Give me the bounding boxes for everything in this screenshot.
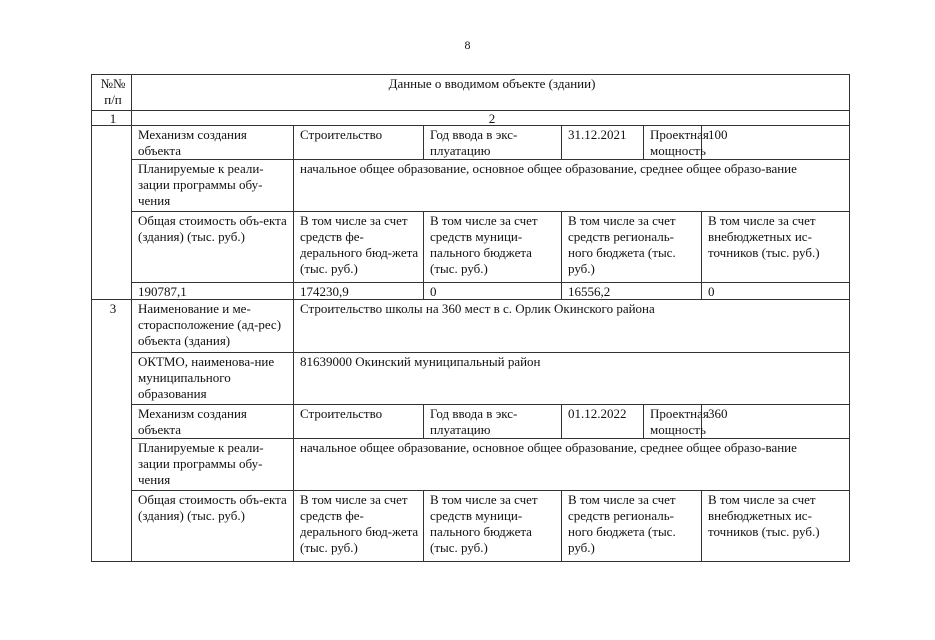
index-1-cell: 1 <box>92 111 132 126</box>
block3-number-cell: 3 <box>92 300 132 562</box>
block3-mechanism-value: Строительство <box>294 405 424 439</box>
block1-capacity-value: 100 <box>702 126 850 160</box>
block1-federal-value: 174230,9 <box>294 283 424 300</box>
block3-programs-value: начальное общее образование, основное общее образование, среднее общее образо-вание <box>294 439 850 491</box>
block3-federal-label: В том числе за счет средств фе-дерального бюд-жета (тыс. руб.) <box>294 491 424 562</box>
block3-name-row <box>92 300 850 353</box>
block3-name-label: Наименование и ме-сторасположение (ад-рес) объекта (здания) <box>132 300 294 353</box>
block1-cost-values-row <box>92 283 850 300</box>
block3-mechanism-row <box>92 405 850 439</box>
block1-number-cell <box>92 126 132 300</box>
table-header-row <box>92 75 850 111</box>
block3-oktmo-label: ОКТМО, наименова-ние муниципального образования <box>132 353 294 405</box>
block1-programs-label: Планируемые к реали-зации программы обу-чения <box>132 160 294 212</box>
block3-regional-label: В том числе за счет средств региональ-ного бюджета (тыс. руб.) <box>562 491 702 562</box>
block1-extra-label: В том числе за счет внебюджетных ис-точников (тыс. руб.) <box>702 212 850 283</box>
block3-capacity-value: 360 <box>702 405 850 439</box>
block3-programs-label: Планируемые к реали-зации программы обу-чения <box>132 439 294 491</box>
block1-cost-labels-row <box>92 212 850 283</box>
block1-regional-value: 16556,2 <box>562 283 702 300</box>
block1-municipal-label: В том числе за счет средств муници-пального бюджета (тыс. руб.) <box>424 212 562 283</box>
block1-cost-label: Общая стоимость объ-екта (здания) (тыс. руб.) <box>132 212 294 283</box>
block1-municipal-value: 0 <box>424 283 562 300</box>
block3-oktmo-row <box>92 353 850 405</box>
block3-municipal-label: В том числе за счет средств муници-пального бюджета (тыс. руб.) <box>424 491 562 562</box>
block1-extra-value: 0 <box>702 283 850 300</box>
block1-year-label: Год ввода в экс-плуатацию <box>424 126 562 160</box>
block1-year-value: 31.12.2021 <box>562 126 644 160</box>
page-number: 8 <box>464 38 471 52</box>
table-index-row <box>92 111 850 126</box>
block3-mechanism-label: Механизм создания объекта <box>132 405 294 439</box>
block1-mechanism-row <box>92 126 850 160</box>
block3-cost-label: Общая стоимость объ-екта (здания) (тыс. руб.) <box>132 491 294 562</box>
block1-mechanism-label: Механизм создания объекта <box>132 126 294 160</box>
block1-cost-value: 190787,1 <box>132 283 294 300</box>
header-number-line2: п/п <box>104 92 122 107</box>
block1-programs-value: начальное общее образование, основное общее образование, среднее общее образо-вание <box>294 160 850 212</box>
block3-name-value: Строительство школы на 360 мест в с. Орлик Окинского района <box>294 300 850 353</box>
block3-extra-label: В том числе за счет внебюджетных ис-точников (тыс. руб.) <box>702 491 850 562</box>
index-2-cell: 2 <box>132 111 850 126</box>
block1-mechanism-value: Строительство <box>294 126 424 160</box>
block3-year-value: 01.12.2022 <box>562 405 644 439</box>
header-data-cell: Данные о вводимом объекте (здании) <box>132 75 850 111</box>
block1-capacity-label: Проектная мощность <box>644 126 702 160</box>
header-number-line1: №№ <box>100 76 126 91</box>
block3-cost-labels-row <box>92 491 850 562</box>
block3-oktmo-value: 81639000 Окинский муниципальный район <box>294 353 850 405</box>
block1-programs-row <box>92 160 850 212</box>
header-number-cell <box>92 75 132 111</box>
block3-capacity-label: Проектная мощность <box>644 405 702 439</box>
block1-federal-label: В том числе за счет средств фе-дерального бюд-жета (тыс. руб.) <box>294 212 424 283</box>
object-data-table <box>91 74 850 562</box>
block3-programs-row <box>92 439 850 491</box>
block1-regional-label: В том числе за счет средств региональ-ного бюджета (тыс. руб.) <box>562 212 702 283</box>
block3-year-label: Год ввода в экс-плуатацию <box>424 405 562 439</box>
